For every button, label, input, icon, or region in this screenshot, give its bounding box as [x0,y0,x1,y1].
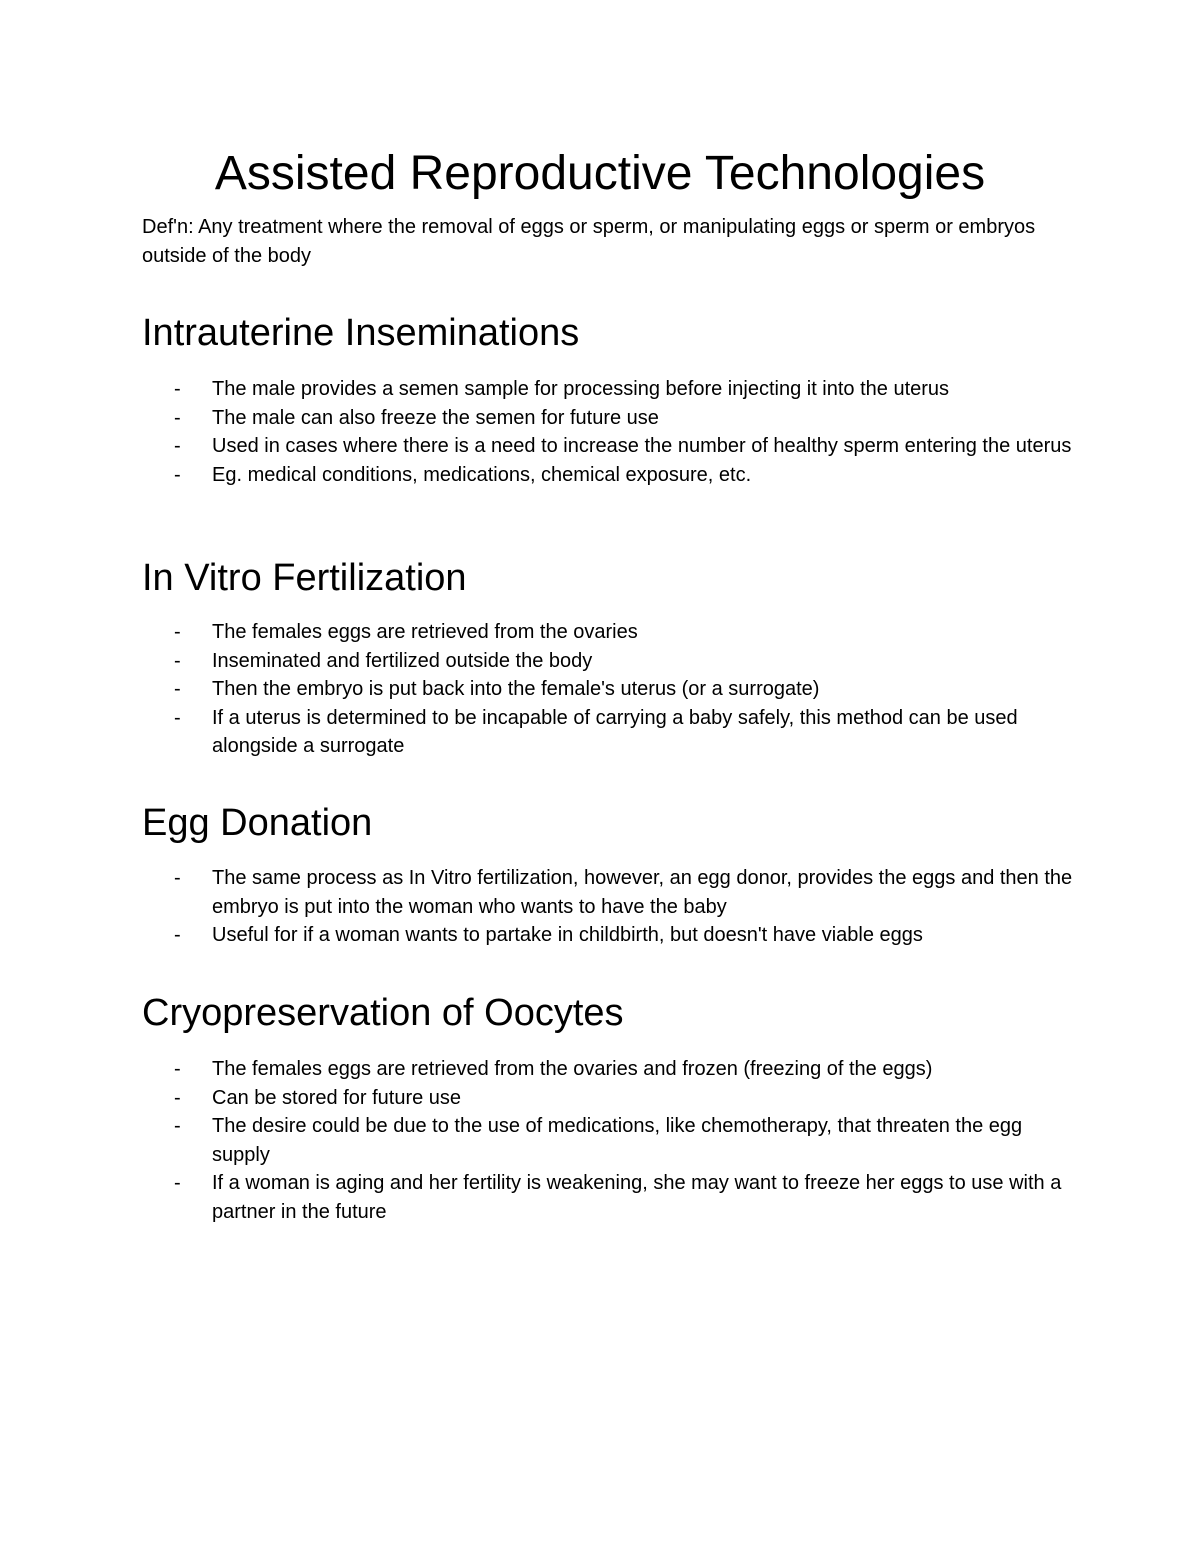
list-item [142,1112,1082,1169]
list-item [142,432,1082,461]
section-cryopreservation-of-oocytes [142,990,1082,1226]
list-item-text: The male can also freeze the semen for future use [212,406,659,429]
list-item [142,375,1082,404]
bullet-list [142,864,1082,950]
section-egg-donation [142,800,1082,950]
list-item-text: Useful for if a woman wants to partake in childbirth, but doesn't have viable eggs [212,924,923,946]
list-item [142,1055,1082,1084]
section-heading: Cryopreservation of Oocytes [142,992,624,1034]
list-item-text: Then the embryo is put back into the female's uterus (or a surrogate) [212,678,820,700]
list-item-text: Can be stored for future use [212,1086,462,1109]
dash-bullet-icon: - [174,1058,181,1080]
list-item-text: The same process as In Vitro fertilization, however, an egg donor, provides the eggs and then the embryo is put into the woman who wants to have the baby [212,867,1073,918]
dash-bullet-icon: - [174,463,181,486]
list-item-text: Eg. medical conditions, medications, chemical exposure, etc. [212,463,752,486]
list-item-text: Inseminated and fertilized outside the body [212,649,593,672]
list-item [142,1169,1082,1226]
dash-bullet-icon: - [174,378,181,400]
list-item-text: The females eggs are retrieved from the ovaries [212,621,638,643]
list-item [142,675,1082,704]
list-item-text: If a uterus is determined to be incapable of carrying a baby safely, this method can be used alongside a surrogate [212,706,1018,757]
list-item-text: The desire could be due to the use of medications, like chemotherapy, that threaten the egg supply [212,1115,1023,1166]
section-heading: Intrauterine Inseminations [142,312,580,354]
section-heading: In Vitro Fertilization [142,557,467,599]
dash-bullet-icon: - [174,1086,181,1109]
list-item [142,921,1082,950]
list-item-text: The females eggs are retrieved from the ovaries and frozen (freezing of the eggs) [212,1058,933,1080]
dash-bullet-icon: - [174,406,181,429]
dash-bullet-icon: - [174,924,181,946]
list-item [142,704,1082,761]
list-item-text: Used in cases where there is a need to increase the number of healthy sperm entering the uterus [212,435,1072,457]
dash-bullet-icon: - [174,649,181,672]
dash-bullet-icon: - [174,621,181,643]
list-item [142,647,1082,676]
dash-bullet-icon: - [174,867,181,889]
bullet-list [142,375,1082,489]
list-item-text: If a woman is aging and her fertility is weakening, she may want to freeze her eggs to use with a partner in the future [212,1172,1062,1223]
list-item [142,404,1082,433]
section-intrauterine-inseminations [142,310,1082,489]
list-item [142,461,1082,490]
dash-bullet-icon: - [174,678,181,700]
dash-bullet-icon: - [174,1115,181,1137]
section-heading: Egg Donation [142,802,373,844]
bullet-list [142,618,1082,761]
section-in-vitro-fertilization [142,555,1082,761]
document-title: Assisted Reproductive Technologies [214,147,986,200]
dash-bullet-icon: - [174,1172,181,1194]
list-item-text: The male provides a semen sample for processing before injecting it into the uterus [212,378,950,400]
bullet-list [142,1055,1082,1226]
list-item [142,618,1082,647]
list-item [142,1084,1082,1113]
dash-bullet-icon: - [174,706,181,729]
dash-bullet-icon: - [174,435,181,457]
list-item [142,864,1082,921]
definition-paragraph: Def'n: Any treatment where the removal of eggs or sperm, or manipulating eggs or sperm or embryos outside of the body [142,216,1036,267]
